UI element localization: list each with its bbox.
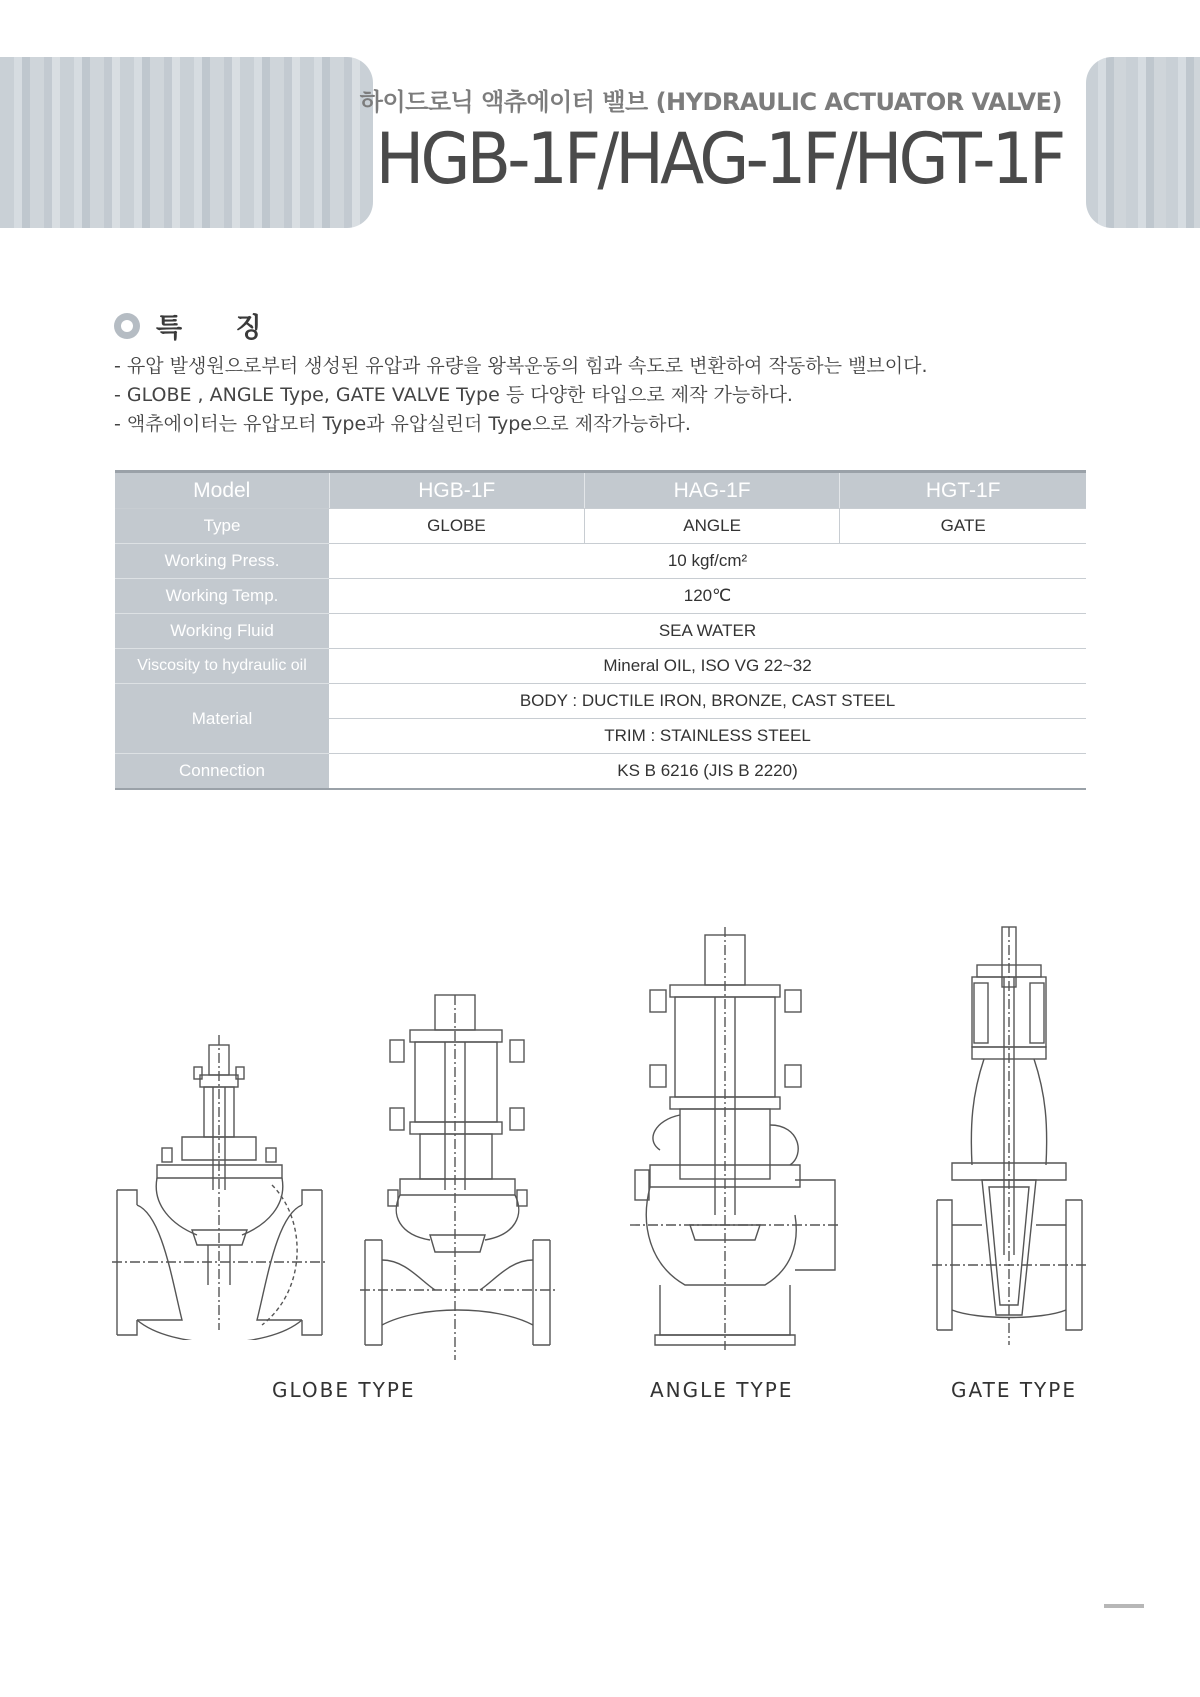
fluid-value: SEA WATER (329, 614, 1086, 649)
globe-valve-cylinder-drawing (360, 990, 555, 1365)
table-row (115, 544, 1086, 579)
row-label-connection: Connection (115, 754, 329, 790)
header-hgb: HGB-1F (329, 472, 584, 509)
gate-type-caption: GATE TYPE (951, 1378, 1077, 1402)
feature-item: - GLOBE , ANGLE Type, GATE VALVE Type 등 다양한 타입으로 제작 가능하다. (114, 384, 793, 406)
temp-value: 120℃ (329, 579, 1086, 614)
viscosity-value: Mineral OIL, ISO VG 22~32 (329, 649, 1086, 684)
type-gate: GATE (840, 509, 1086, 544)
globe-valve-motor-drawing (112, 1030, 327, 1340)
press-value: 10 kgf/cm² (329, 544, 1086, 579)
row-label-press: Working Press. (115, 544, 329, 579)
table-row (115, 649, 1086, 684)
row-label-type: Type (115, 509, 329, 544)
type-angle: ANGLE (584, 509, 839, 544)
circle-bullet-icon (114, 313, 140, 339)
feature-item: - 유압 발생원으로부터 생성된 유압과 유량을 왕복운동의 힘과 속도로 변환하여 작동하는 밸브이다. (114, 355, 928, 377)
spec-table (115, 470, 1086, 790)
table-row (115, 614, 1086, 649)
header-subtitle: 하이드로닉 액츄에이터 밸브 (HYDRAULIC ACTUATOR VALVE) (359, 88, 1062, 116)
table-header-row (115, 472, 1086, 509)
feature-item: - 액츄에이터는 유압모터 Type과 유압실린더 Type으로 제작가능하다. (114, 413, 691, 435)
header-hag: HAG-1F (584, 472, 839, 509)
header-model: Model (115, 472, 329, 509)
row-label-material: Material (115, 684, 329, 754)
row-label-fluid: Working Fluid (115, 614, 329, 649)
table-row (115, 579, 1086, 614)
header-banner-right (1086, 57, 1200, 228)
header-hgt: HGT-1F (840, 472, 1086, 509)
features-title: 특 징 (156, 313, 284, 344)
angle-type-caption: ANGLE TYPE (650, 1378, 794, 1402)
row-label-viscosity: Viscosity to hydraulic oil (115, 649, 329, 684)
material-body: BODY : DUCTILE IRON, BRONZE, CAST STEEL (329, 684, 1086, 719)
features-list (114, 352, 928, 439)
type-globe: GLOBE (329, 509, 584, 544)
globe-type-caption: GLOBE TYPE (272, 1378, 416, 1402)
angle-valve-drawing (630, 925, 840, 1355)
connection-value: KS B 6216 (JIS B 2220) (329, 754, 1086, 790)
page-marker (1104, 1604, 1144, 1608)
header-banner-left (0, 57, 373, 228)
material-trim: TRIM : STAINLESS STEEL (329, 719, 1086, 754)
table-row (115, 509, 1086, 544)
row-label-temp: Working Temp. (115, 579, 329, 614)
table-row (115, 754, 1086, 790)
table-row (115, 684, 1086, 719)
page-title: HGB-1F/HAG-1F/HGT-1F (375, 118, 1062, 200)
features-heading (114, 306, 284, 345)
gate-valve-drawing (932, 925, 1087, 1350)
